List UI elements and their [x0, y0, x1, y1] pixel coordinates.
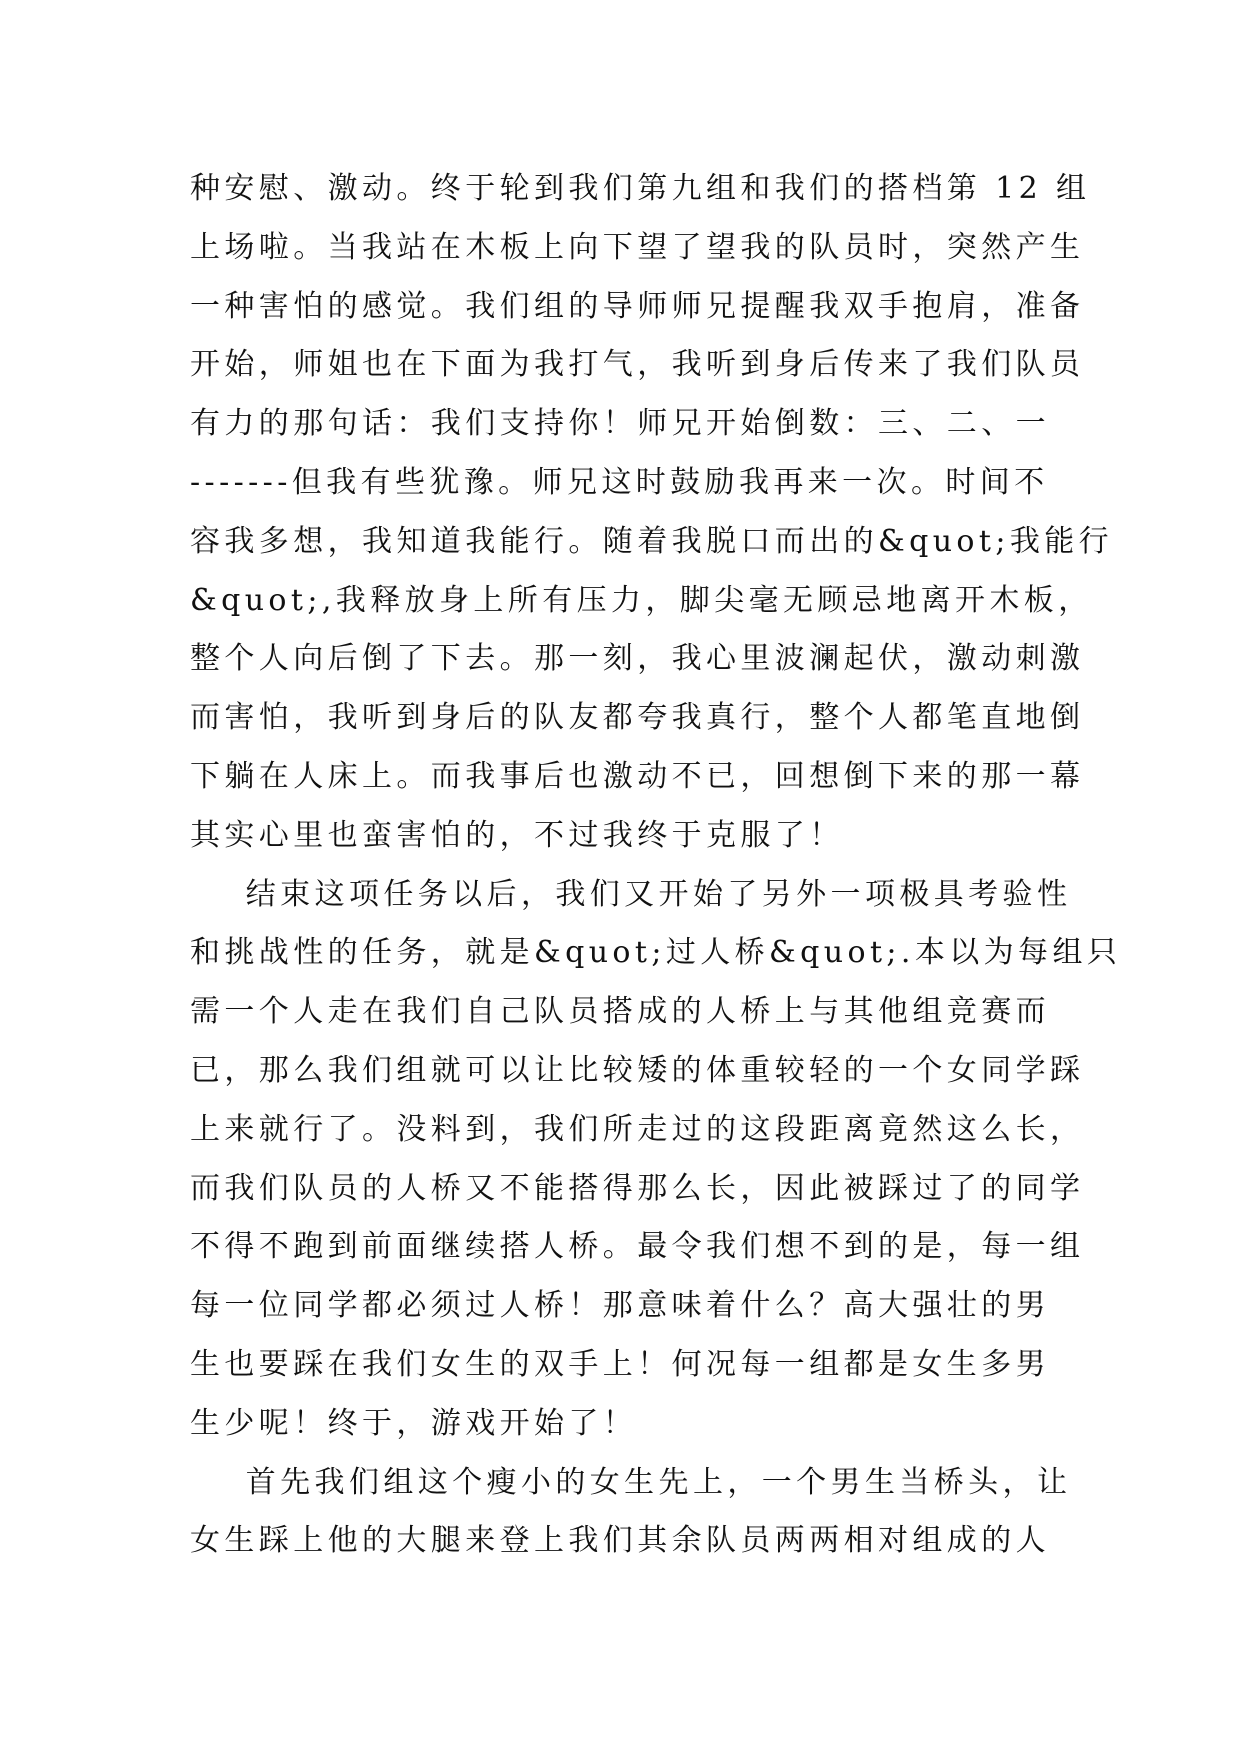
text-line: -------但我有些犹豫。师兄这时鼓励我再来一次。时间不 [190, 464, 1049, 500]
text-line: &quot;,我释放身上所有压力，脚尖毫无顾忌地离开木板， [190, 582, 1093, 618]
text-line: 开始，师姐也在下面为我打气，我听到身后传来了我们队员 [190, 347, 1085, 383]
text-line: 下躺在人床上。而我事后也激动不已，回想倒下来的那一幕 [190, 758, 1085, 794]
text-line: 整个人向后倒了下去。那一刻，我心里波澜起伏，激动刺激 [190, 641, 1085, 677]
text-line: 容我多想，我知道我能行。随着我脱口而出的&quot;我能行 [190, 523, 1114, 559]
text-line: 已，那么我们组就可以让比较矮的体重较轻的一个女同学踩 [190, 1052, 1085, 1088]
text-line: 结束这项任务以后，我们又开始了另外一项极具考验性 [190, 876, 1072, 912]
text-line: 一种害怕的感觉。我们组的导师师兄提醒我双手抱肩，准备 [190, 288, 1085, 324]
text-line: 生少呢！终于，游戏开始了！ [190, 1405, 638, 1441]
text-line: 而害怕，我听到身后的队友都夸我真行，整个人都笔直地倒 [190, 700, 1085, 736]
text-line: 女生踩上他的大腿来登上我们其余队员两两相对组成的人 [190, 1523, 1050, 1559]
text-line: 上场啦。当我站在木板上向下望了望我的队员时，突然产生 [190, 229, 1085, 265]
text-line: 生也要踩在我们女生的双手上！何况每一组都是女生多男 [190, 1346, 1050, 1382]
text-line: 种安慰、激动。终于轮到我们第九组和我们的搭档第 12 组 [190, 171, 1091, 206]
text-line: 而我们队员的人桥又不能搭得那么长，因此被踩过了的同学 [190, 1170, 1085, 1206]
text-line: 上来就行了。没料到，我们所走过的这段距离竟然这么长， [190, 1111, 1085, 1147]
text-line: 和挑战性的任务，就是&quot;过人桥&quot;.本以为每组只 [190, 935, 1122, 971]
text-line: 每一位同学都必须过人桥！那意味着什么？高大强壮的男 [190, 1288, 1050, 1324]
text-line: 其实心里也蛮害怕的，不过我终于克服了！ [190, 817, 844, 853]
text-line: 不得不跑到前面继续搭人桥。最令我们想不到的是，每一组 [190, 1229, 1085, 1265]
body-text [190, 160, 1122, 1571]
text-line: 需一个人走在我们自己队员搭成的人桥上与其他组竞赛而 [190, 994, 1050, 1030]
text-line: 有力的那句话：我们支持你！师兄开始倒数：三、二、一 [190, 406, 1050, 442]
text-line: 首先我们组这个瘦小的女生先上，一个男生当桥头，让 [190, 1464, 1072, 1500]
